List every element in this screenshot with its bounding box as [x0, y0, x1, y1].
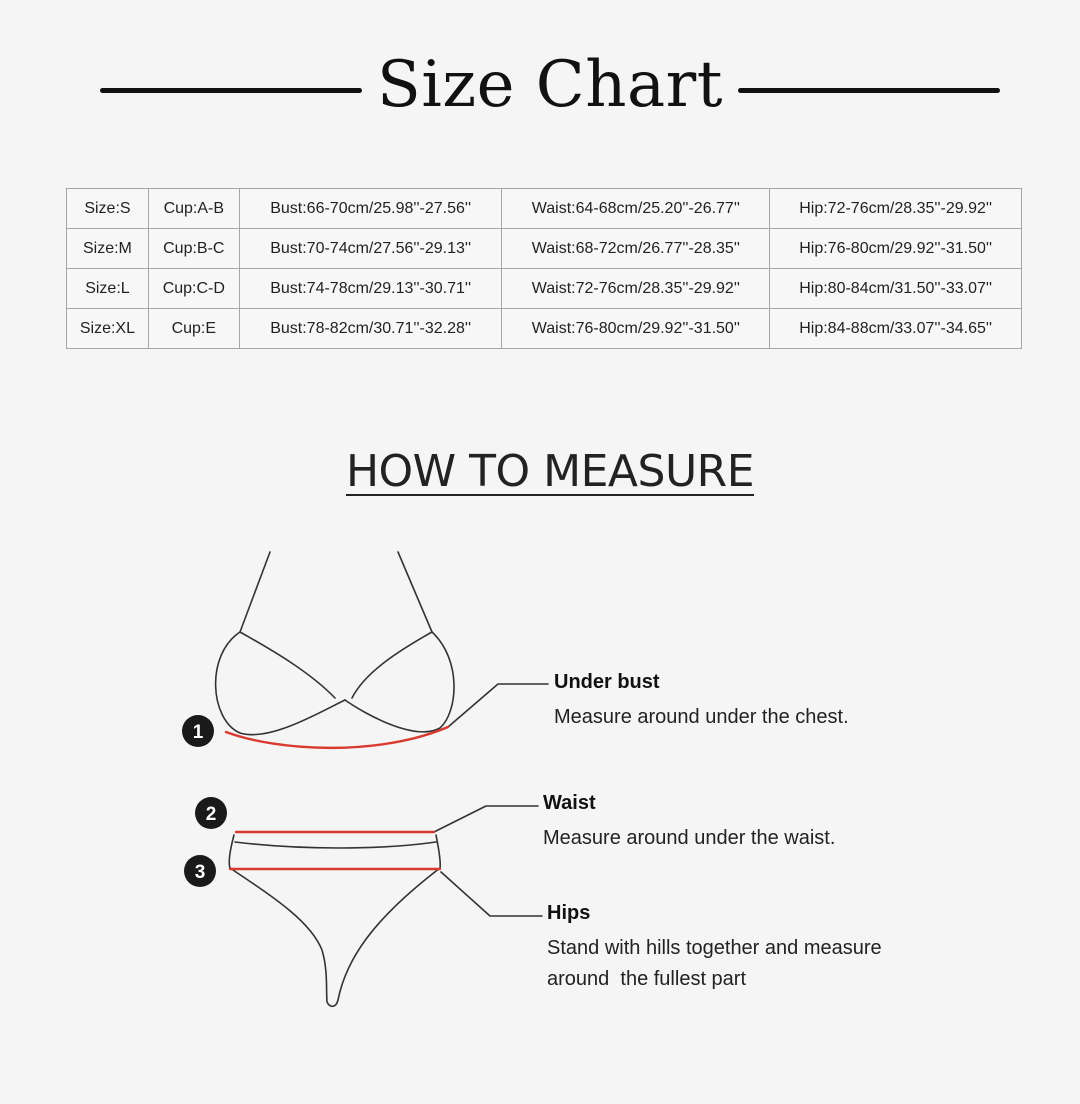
underbust-measure-line: [226, 727, 448, 748]
bottom-body: [230, 868, 440, 1006]
bust-cell: Bust:66-70cm/25.98''-27.56'': [239, 189, 502, 229]
left-cup-top: [240, 632, 335, 698]
cup-cell: Cup:A-B: [148, 189, 239, 229]
marker-3: [184, 855, 216, 887]
size-cell: Size:XL: [67, 309, 149, 349]
note-waist: [543, 792, 835, 854]
bottom-right-waistband: [436, 835, 440, 868]
title-rule-left: [100, 88, 362, 93]
page-title: Size Chart: [377, 48, 723, 122]
marker-2-number: 2: [205, 804, 217, 825]
hip-cell: Hip:80-84cm/31.50''-33.07'': [770, 269, 1022, 309]
right-cup-top: [352, 632, 432, 698]
note-under-bust: [554, 671, 849, 733]
hip-cell: Hip:72-76cm/28.35''-29.92'': [770, 189, 1022, 229]
right-strap: [398, 552, 432, 632]
note-hips-desc-line: around the fullest part: [547, 968, 747, 990]
cup-cell: Cup:B-C: [148, 229, 239, 269]
bottom-left-waistband: [229, 835, 234, 868]
note-hips-heading: Hips: [547, 902, 591, 924]
table-row: [67, 229, 1022, 269]
bust-cell: Bust:78-82cm/30.71''-32.28'': [239, 309, 502, 349]
how-to-measure-heading: HOW TO MEASURE: [345, 446, 755, 497]
waist-cell: Waist:72-76cm/28.35''-29.92'': [502, 269, 770, 309]
bust-cell: Bust:70-74cm/27.56''-29.13'': [239, 229, 502, 269]
underbust-leader: [448, 684, 548, 727]
note-hips-desc: [547, 933, 882, 995]
note-under-bust-desc: Measure around under the chest.: [554, 706, 849, 728]
left-strap: [240, 552, 270, 632]
size-cell: Size:S: [67, 189, 149, 229]
marker-2: [195, 797, 227, 829]
marker-1-number: 1: [192, 722, 204, 743]
size-table: [66, 188, 1022, 349]
hips-leader: [441, 872, 542, 916]
note-waist-heading: Waist: [543, 792, 596, 814]
note-waist-desc: Measure around under the waist.: [543, 827, 836, 849]
title-rule-right: [738, 88, 1000, 93]
title-row: [0, 40, 1080, 140]
waistband-inner-line: [235, 842, 436, 848]
note-under-bust-heading: Under bust: [554, 671, 660, 693]
waist-cell: Waist:68-72cm/26.77''-28.35'': [502, 229, 770, 269]
hip-cell: Hip:84-88cm/33.07''-34.65'': [770, 309, 1022, 349]
table-row: [67, 189, 1022, 229]
note-hips-desc-line: Stand with hills together and measure: [547, 937, 882, 959]
marker-1: [182, 715, 214, 747]
marker-3-number: 3: [194, 862, 206, 883]
note-hips: [547, 902, 882, 995]
waist-leader: [434, 806, 538, 832]
cup-cell: Cup:E: [148, 309, 239, 349]
waist-cell: Waist:64-68cm/25.20''-26.77'': [502, 189, 770, 229]
bust-cell: Bust:74-78cm/29.13''-30.71'': [239, 269, 502, 309]
cup-cell: Cup:C-D: [148, 269, 239, 309]
size-cell: Size:L: [67, 269, 149, 309]
size-cell: Size:M: [67, 229, 149, 269]
table-row: [67, 309, 1022, 349]
waist-cell: Waist:76-80cm/29.92''-31.50'': [502, 309, 770, 349]
left-cup: [216, 632, 345, 735]
measure-diagram: [0, 540, 1080, 1020]
right-cup: [345, 632, 454, 732]
table-row: [67, 269, 1022, 309]
hip-cell: Hip:76-80cm/29.92''-31.50'': [770, 229, 1022, 269]
